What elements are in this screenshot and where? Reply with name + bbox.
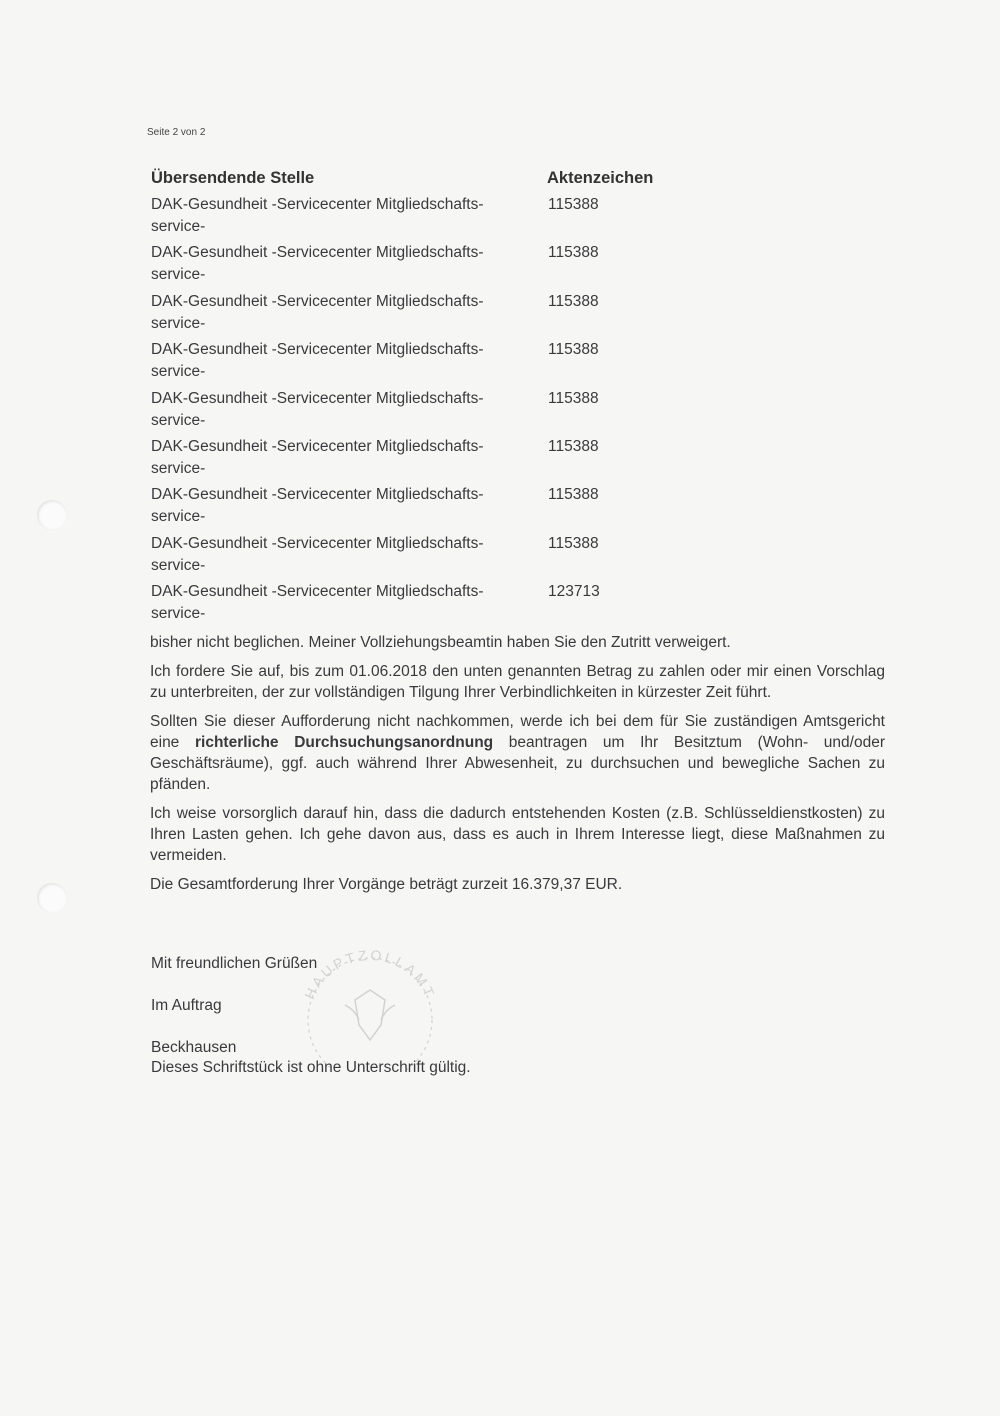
aktenzeichen-cell: 115388: [548, 341, 599, 359]
svg-text:HAUPTZOLLAMT: HAUPTZOLLAMT: [301, 950, 439, 1002]
table-row: [151, 291, 711, 339]
validity-note: Dieses Schriftstück ist ohne Unterschrift gültig.: [151, 1059, 471, 1076]
paragraph-kosten: Ich weise vorsorglich darauf hin, dass die dadurch entstehenden Kosten (z.B. Schlüsseldienstkosten) zu Ihren Lasten gehen. Ich gehe davon aus, dass es auch in Ihrem Interesse liegt, diese Maßnahmen zu vermeiden.: [150, 805, 885, 864]
aktenzeichen-cell: 115388: [548, 534, 599, 552]
table-row: [151, 194, 711, 242]
table-row: [151, 242, 711, 290]
closing-greeting: Mit freundlichen Grüßen: [151, 955, 318, 972]
aktenzeichen-cell: 115388: [548, 486, 599, 504]
stelle-cell: DAK-Gesundheit -Servicecenter Mitgliedschafts- service-: [151, 341, 484, 381]
stelle-cell: DAK-Gesundheit -Servicecenter Mitgliedschafts- service-: [151, 437, 484, 477]
paragraph-gesamtforderung: Die Gesamtforderung Ihrer Vorgänge beträgt zurzeit 16.379,37 EUR.: [150, 876, 623, 893]
stelle-cell: DAK-Gesundheit -Servicecenter Mitgliedschafts- service-: [151, 196, 484, 235]
paragraph-zutritt: bisher nicht beglichen. Meiner Vollziehungsbeamtin haben Sie den Zutritt verweigert.: [150, 634, 731, 651]
closing-im-auftrag: Im Auftrag: [151, 997, 222, 1014]
signer-name: Beckhausen: [151, 1039, 237, 1056]
paragraph-aufforderung: Ich fordere Sie auf, bis zum 01.06.2018 den unten genannten Betrag zu zahlen oder mir einen Vorschlag zu unterbreiten, der zur vollständigen Tilgung Ihrer Verbindlichkeiten in kürzester Zeit führt.: [150, 663, 885, 701]
table-row: [151, 581, 711, 629]
aktenzeichen-cell: 115388: [548, 389, 599, 407]
punch-hole: [37, 883, 67, 913]
table-row: [151, 388, 711, 436]
page-number: Seite 2 von 2: [147, 127, 206, 138]
aktenzeichen-cell: 115388: [548, 292, 599, 310]
table-row: [151, 533, 711, 581]
stelle-cell: DAK-Gesundheit -Servicecenter Mitgliedschafts- service-: [151, 583, 484, 623]
table-row: [151, 484, 711, 532]
letter-body: [150, 632, 885, 903]
stelle-cell: DAK-Gesundheit -Servicecenter Mitgliedschafts- service-: [151, 292, 484, 332]
stelle-cell: DAK-Gesundheit -Servicecenter Mitgliedschafts- service-: [151, 534, 484, 574]
stelle-cell: DAK-Gesundheit -Servicecenter Mitgliedschafts- service-: [151, 389, 484, 429]
aktenzeichen-cell: 123713: [548, 583, 600, 601]
stelle-cell: DAK-Gesundheit -Servicecenter Mitgliedschafts- service-: [151, 486, 484, 526]
punch-hole: [37, 500, 67, 530]
creditor-table: [151, 194, 711, 630]
table-row: [151, 436, 711, 484]
aktenzeichen-cell: 115388: [548, 196, 599, 213]
paragraph-durchsuchung: Sollten Sie dieser Aufforderung nicht nachkommen, werde ich bei dem für Sie zuständigen Amtsgericht eine richterliche Durchsuchungsanordnung beantragen um Ihr Besitztum (Wohn- und/oder Geschäftsräume), ggf. auch während Ihrer Abwesenheit, zu durchsuchen und bewegliche Sachen zu pfänden.: [150, 713, 885, 793]
aktenzeichen-cell: 115388: [548, 437, 599, 455]
header-uebersendende-stelle: Übersendende Stelle: [151, 169, 315, 187]
closing-signature-block: [151, 1038, 471, 1078]
aktenzeichen-cell: 115388: [548, 244, 599, 262]
bold-durchsuchungsanordnung: richterliche Durchsuchungsanordnung: [194, 734, 494, 751]
table-row: [151, 339, 711, 387]
header-aktenzeichen: Aktenzeichen: [547, 169, 654, 187]
stelle-cell: DAK-Gesundheit -Servicecenter Mitgliedschafts- service-: [151, 244, 484, 284]
